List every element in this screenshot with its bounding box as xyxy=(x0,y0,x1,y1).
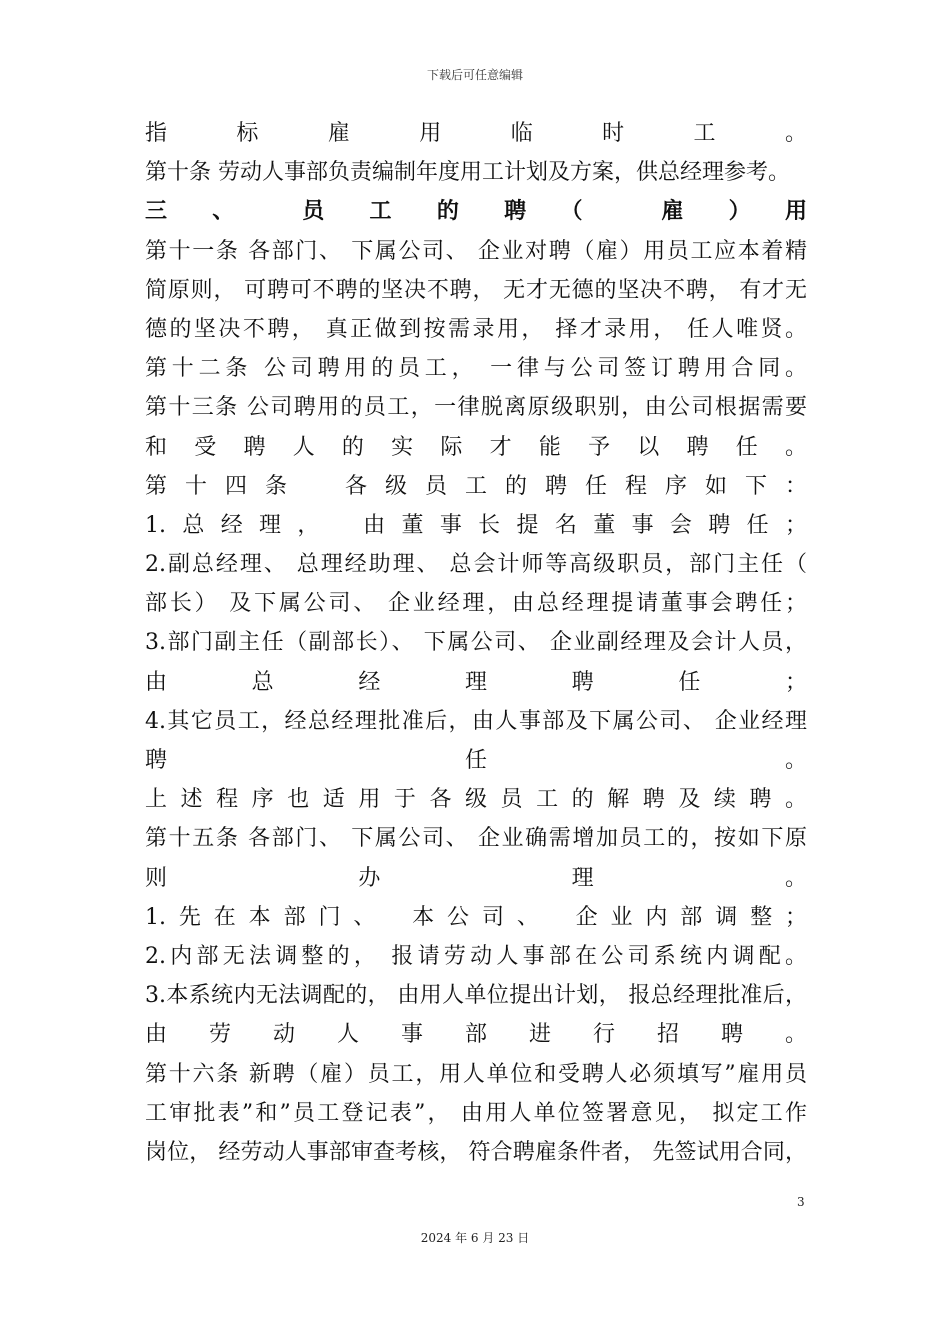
text-line: 简原则， 可聘可不聘的坚决不聘， 无才无德的坚决不聘， 有才无 xyxy=(145,277,807,303)
text-line: 由 总 经 理 聘 任 ； xyxy=(145,669,807,695)
document-body xyxy=(145,114,807,1172)
text-line: 2.内部无法调整的， 报请劳动人事部在公司系统内调配。 xyxy=(145,943,807,969)
text-line: 德的坚决不聘， 真正做到按需录用， 择才录用， 任人唯贤。 xyxy=(145,316,807,342)
text-line: 第十四条 各级员工的聘任程序如下： xyxy=(145,473,807,499)
text-line: 4.其它员工，经总经理批准后，由人事部及下属公司、 企业经理 xyxy=(145,708,807,734)
page-number: 3 xyxy=(797,1195,805,1209)
text-line: 3.本系统内无法调配的， 由用人单位提出计划， 报总经理批准后， xyxy=(145,983,807,1009)
text-line: 三 、 员 工 的 聘 （ 雇 ） 用 xyxy=(145,198,807,225)
text-line: 3.部门副主任（副部长）、 下属公司、 企业副经理及会计人员， xyxy=(145,630,807,656)
text-line: 1.总经理， 由董事长提名董事会聘任； xyxy=(145,512,807,538)
text-line: 聘 任 。 xyxy=(145,748,807,773)
text-line: 工审批表”和”员工登记表”， 由用人单位签署意见， 拟定工作 xyxy=(145,1100,807,1126)
text-line: 第十五条 各部门、 下属公司、 企业确需增加员工的，按如下原 xyxy=(145,826,807,852)
text-line: 第十六条 新聘（雇）员工，用人单位和受聘人必须填写”雇用员 xyxy=(145,1061,807,1087)
text-line: 第十二条 公司聘用的员工， 一律与公司签订聘用合同。 xyxy=(145,356,807,382)
text-line: 第十条 劳动人事部负责编制年度用工计划及方案，供总经理参考。 xyxy=(145,160,790,186)
text-line: 由 劳 动 人 事 部 进 行 招 聘 。 xyxy=(145,1022,807,1048)
text-line: 第十一条 各部门、 下属公司、 企业对聘（雇）用员工应本着精 xyxy=(145,238,807,264)
text-line: 部长） 及下属公司、 企业经理，由总经理提请董事会聘任； xyxy=(145,591,807,617)
text-line: 岗位， 经劳动人事部审查考核， 符合聘雇条件者， 先签试用合同， xyxy=(145,1139,807,1165)
text-line: 则 办 理 。 xyxy=(145,865,807,891)
text-line: 上述程序也适用于各级员工的解聘及续聘。 xyxy=(145,787,807,813)
text-line: 2.副总经理、 总理经助理、 总会计师等高级职员，部门主任（ xyxy=(145,552,807,578)
text-line: 和受聘人的实际才能予以聘任。 xyxy=(145,434,807,460)
text-line: 指 标 雇 用 临 时 工 。 xyxy=(145,121,807,146)
text-line: 1.先在本部门、 本公司、 企业内部调整； xyxy=(145,904,807,930)
page-footer-date: 2024 年 6 月 23 日 xyxy=(420,1231,530,1245)
text-line: 第十三条 公司聘用的员工，一律脱离原级职别，由公司根据需要 xyxy=(145,395,807,421)
page-header: 下载后可任意编辑 xyxy=(426,68,523,82)
